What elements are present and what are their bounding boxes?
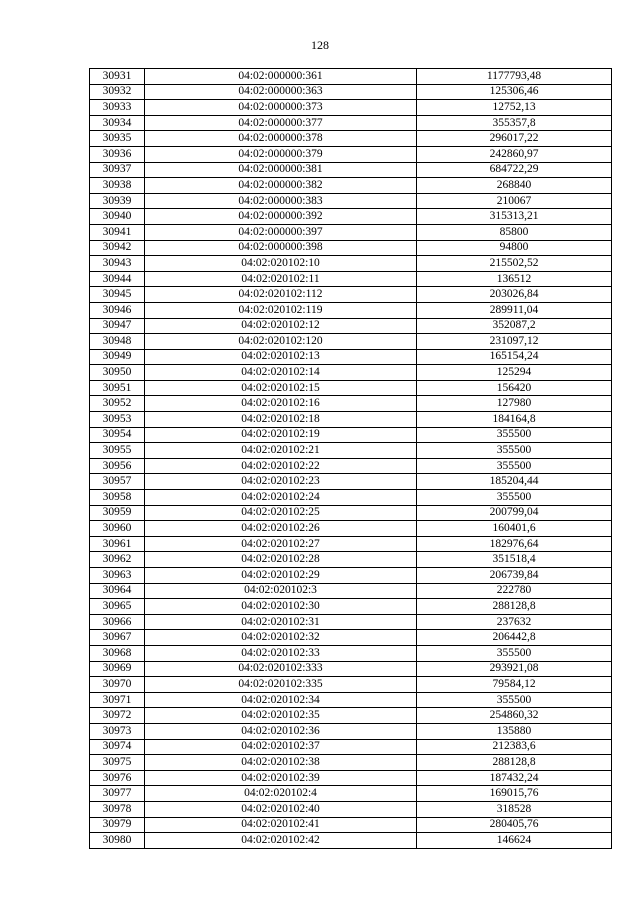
row-number-cell: 30949 (90, 349, 145, 365)
table-row (90, 692, 612, 708)
row-number-cell: 30941 (90, 224, 145, 240)
value-cell: 355357,8 (417, 115, 612, 131)
row-number-cell: 30942 (90, 240, 145, 256)
value-cell: 268840 (417, 178, 612, 194)
row-number-cell: 30932 (90, 84, 145, 100)
cadastral-number-cell: 04:02:000000:383 (145, 193, 417, 209)
row-number-cell: 30974 (90, 739, 145, 755)
row-number-cell: 30979 (90, 817, 145, 833)
row-number-cell: 30976 (90, 770, 145, 786)
table-row (90, 583, 612, 599)
value-cell: 94800 (417, 240, 612, 256)
row-number-cell: 30975 (90, 755, 145, 771)
table-row (90, 645, 612, 661)
registry-table-body (90, 69, 612, 849)
cadastral-number-cell: 04:02:020102:335 (145, 677, 417, 693)
value-cell: 127980 (417, 396, 612, 412)
cadastral-number-cell: 04:02:000000:377 (145, 115, 417, 131)
table-row (90, 256, 612, 272)
table-row (90, 349, 612, 365)
value-cell: 288128,8 (417, 599, 612, 615)
row-number-cell: 30963 (90, 568, 145, 584)
value-cell: 206442,8 (417, 630, 612, 646)
value-cell: 184164,8 (417, 412, 612, 428)
row-number-cell: 30978 (90, 801, 145, 817)
cadastral-number-cell: 04:02:020102:30 (145, 599, 417, 615)
table-row (90, 490, 612, 506)
table-row (90, 599, 612, 615)
cadastral-number-cell: 04:02:020102:27 (145, 536, 417, 552)
row-number-cell: 30957 (90, 474, 145, 490)
table-row (90, 833, 612, 849)
value-cell: 203026,84 (417, 287, 612, 303)
table-row (90, 474, 612, 490)
value-cell: 318528 (417, 801, 612, 817)
table-row (90, 334, 612, 350)
table-row (90, 677, 612, 693)
row-number-cell: 30964 (90, 583, 145, 599)
value-cell: 125306,46 (417, 84, 612, 100)
row-number-cell: 30947 (90, 318, 145, 334)
row-number-cell: 30954 (90, 427, 145, 443)
cadastral-number-cell: 04:02:020102:32 (145, 630, 417, 646)
cadastral-number-cell: 04:02:020102:25 (145, 505, 417, 521)
row-number-cell: 30972 (90, 708, 145, 724)
cadastral-number-cell: 04:02:020102:35 (145, 708, 417, 724)
cadastral-number-cell: 04:02:020102:18 (145, 412, 417, 428)
cadastral-number-cell: 04:02:020102:15 (145, 380, 417, 396)
table-row (90, 162, 612, 178)
value-cell: 187432,24 (417, 770, 612, 786)
cadastral-number-cell: 04:02:020102:120 (145, 334, 417, 350)
value-cell: 206739,84 (417, 568, 612, 584)
cadastral-number-cell: 04:02:020102:3 (145, 583, 417, 599)
value-cell: 288128,8 (417, 755, 612, 771)
cadastral-number-cell: 04:02:020102:29 (145, 568, 417, 584)
cadastral-number-cell: 04:02:020102:38 (145, 755, 417, 771)
row-number-cell: 30968 (90, 645, 145, 661)
row-number-cell: 30946 (90, 302, 145, 318)
cadastral-number-cell: 04:02:020102:39 (145, 770, 417, 786)
value-cell: 215502,52 (417, 256, 612, 272)
value-cell: 237632 (417, 614, 612, 630)
value-cell: 351518,4 (417, 552, 612, 568)
row-number-cell: 30940 (90, 209, 145, 225)
row-number-cell: 30958 (90, 490, 145, 506)
registry-table (89, 68, 612, 849)
row-number-cell: 30962 (90, 552, 145, 568)
table-row (90, 770, 612, 786)
page-number: 128 (311, 38, 329, 52)
value-cell: 169015,76 (417, 786, 612, 802)
value-cell: 315313,21 (417, 209, 612, 225)
value-cell: 296017,22 (417, 131, 612, 147)
table-row (90, 630, 612, 646)
table-row (90, 178, 612, 194)
row-number-cell: 30936 (90, 146, 145, 162)
table-row (90, 521, 612, 537)
value-cell: 355500 (417, 458, 612, 474)
value-cell: 293921,08 (417, 661, 612, 677)
table-row (90, 224, 612, 240)
table-row (90, 287, 612, 303)
cadastral-number-cell: 04:02:000000:398 (145, 240, 417, 256)
value-cell: 222780 (417, 583, 612, 599)
value-cell: 125294 (417, 365, 612, 381)
value-cell: 355500 (417, 427, 612, 443)
row-number-cell: 30966 (90, 614, 145, 630)
value-cell: 210067 (417, 193, 612, 209)
cadastral-number-cell: 04:02:020102:41 (145, 817, 417, 833)
table-row (90, 801, 612, 817)
value-cell: 355500 (417, 490, 612, 506)
cadastral-number-cell: 04:02:000000:363 (145, 84, 417, 100)
value-cell: 12752,13 (417, 100, 612, 116)
cadastral-number-cell: 04:02:000000:373 (145, 100, 417, 116)
row-number-cell: 30970 (90, 677, 145, 693)
value-cell: 182976,64 (417, 536, 612, 552)
value-cell: 135880 (417, 723, 612, 739)
row-number-cell: 30948 (90, 334, 145, 350)
table-row (90, 552, 612, 568)
row-number-cell: 30934 (90, 115, 145, 131)
table-row (90, 817, 612, 833)
row-number-cell: 30953 (90, 412, 145, 428)
value-cell: 79584,12 (417, 677, 612, 693)
cadastral-number-cell: 04:02:000000:361 (145, 69, 417, 85)
cadastral-number-cell: 04:02:000000:378 (145, 131, 417, 147)
row-number-cell: 30971 (90, 692, 145, 708)
table-row (90, 708, 612, 724)
row-number-cell: 30951 (90, 380, 145, 396)
row-number-cell: 30935 (90, 131, 145, 147)
row-number-cell: 30937 (90, 162, 145, 178)
cadastral-number-cell: 04:02:020102:24 (145, 490, 417, 506)
cadastral-number-cell: 04:02:020102:333 (145, 661, 417, 677)
table-row (90, 69, 612, 85)
cadastral-number-cell: 04:02:000000:392 (145, 209, 417, 225)
row-number-cell: 30973 (90, 723, 145, 739)
table-row (90, 536, 612, 552)
value-cell: 684722,29 (417, 162, 612, 178)
value-cell: 212383,6 (417, 739, 612, 755)
cadastral-number-cell: 04:02:020102:19 (145, 427, 417, 443)
value-cell: 1177793,48 (417, 69, 612, 85)
cadastral-number-cell: 04:02:020102:37 (145, 739, 417, 755)
table-row (90, 661, 612, 677)
cadastral-number-cell: 04:02:020102:14 (145, 365, 417, 381)
table-row (90, 100, 612, 116)
table-row (90, 396, 612, 412)
table-row (90, 84, 612, 100)
cadastral-number-cell: 04:02:020102:31 (145, 614, 417, 630)
table-row (90, 146, 612, 162)
table-row (90, 115, 612, 131)
cadastral-number-cell: 04:02:020102:22 (145, 458, 417, 474)
table-row (90, 786, 612, 802)
table-row (90, 302, 612, 318)
cadastral-number-cell: 04:02:020102:119 (145, 302, 417, 318)
cadastral-number-cell: 04:02:000000:381 (145, 162, 417, 178)
value-cell: 352087,2 (417, 318, 612, 334)
table-row (90, 271, 612, 287)
table-row (90, 193, 612, 209)
cadastral-number-cell: 04:02:020102:33 (145, 645, 417, 661)
table-row (90, 614, 612, 630)
cadastral-number-cell: 04:02:020102:112 (145, 287, 417, 303)
cadastral-number-cell: 04:02:020102:10 (145, 256, 417, 272)
row-number-cell: 30967 (90, 630, 145, 646)
row-number-cell: 30956 (90, 458, 145, 474)
cadastral-number-cell: 04:02:020102:13 (145, 349, 417, 365)
row-number-cell: 30959 (90, 505, 145, 521)
table-row (90, 505, 612, 521)
value-cell: 185204,44 (417, 474, 612, 490)
cadastral-number-cell: 04:02:020102:16 (145, 396, 417, 412)
table-row (90, 458, 612, 474)
value-cell: 242860,97 (417, 146, 612, 162)
table-row (90, 365, 612, 381)
cadastral-number-cell: 04:02:020102:23 (145, 474, 417, 490)
value-cell: 254860,32 (417, 708, 612, 724)
cadastral-number-cell: 04:02:020102:40 (145, 801, 417, 817)
row-number-cell: 30960 (90, 521, 145, 537)
row-number-cell: 30977 (90, 786, 145, 802)
row-number-cell: 30980 (90, 833, 145, 849)
value-cell: 355500 (417, 443, 612, 459)
table-row (90, 131, 612, 147)
row-number-cell: 30961 (90, 536, 145, 552)
value-cell: 156420 (417, 380, 612, 396)
cadastral-number-cell: 04:02:020102:21 (145, 443, 417, 459)
row-number-cell: 30933 (90, 100, 145, 116)
value-cell: 136512 (417, 271, 612, 287)
cadastral-number-cell: 04:02:020102:34 (145, 692, 417, 708)
value-cell: 355500 (417, 645, 612, 661)
row-number-cell: 30938 (90, 178, 145, 194)
cadastral-number-cell: 04:02:020102:12 (145, 318, 417, 334)
value-cell: 289911,04 (417, 302, 612, 318)
cadastral-number-cell: 04:02:020102:36 (145, 723, 417, 739)
table-row (90, 209, 612, 225)
table-row (90, 723, 612, 739)
value-cell: 85800 (417, 224, 612, 240)
row-number-cell: 30969 (90, 661, 145, 677)
table-row (90, 412, 612, 428)
table-row (90, 240, 612, 256)
value-cell: 231097,12 (417, 334, 612, 350)
cadastral-number-cell: 04:02:020102:42 (145, 833, 417, 849)
cadastral-number-cell: 04:02:020102:26 (145, 521, 417, 537)
value-cell: 280405,76 (417, 817, 612, 833)
value-cell: 146624 (417, 833, 612, 849)
cadastral-number-cell: 04:02:020102:4 (145, 786, 417, 802)
row-number-cell: 30931 (90, 69, 145, 85)
value-cell: 165154,24 (417, 349, 612, 365)
row-number-cell: 30952 (90, 396, 145, 412)
row-number-cell: 30945 (90, 287, 145, 303)
table-row (90, 443, 612, 459)
table-row (90, 568, 612, 584)
cadastral-number-cell: 04:02:000000:379 (145, 146, 417, 162)
row-number-cell: 30950 (90, 365, 145, 381)
row-number-cell: 30943 (90, 256, 145, 272)
table-row (90, 755, 612, 771)
table-row (90, 318, 612, 334)
row-number-cell: 30955 (90, 443, 145, 459)
value-cell: 200799,04 (417, 505, 612, 521)
table-row (90, 380, 612, 396)
cadastral-number-cell: 04:02:020102:11 (145, 271, 417, 287)
value-cell: 355500 (417, 692, 612, 708)
cadastral-number-cell: 04:02:000000:397 (145, 224, 417, 240)
value-cell: 160401,6 (417, 521, 612, 537)
cadastral-number-cell: 04:02:000000:382 (145, 178, 417, 194)
table-row (90, 739, 612, 755)
row-number-cell: 30944 (90, 271, 145, 287)
row-number-cell: 30939 (90, 193, 145, 209)
table-row (90, 427, 612, 443)
cadastral-number-cell: 04:02:020102:28 (145, 552, 417, 568)
row-number-cell: 30965 (90, 599, 145, 615)
